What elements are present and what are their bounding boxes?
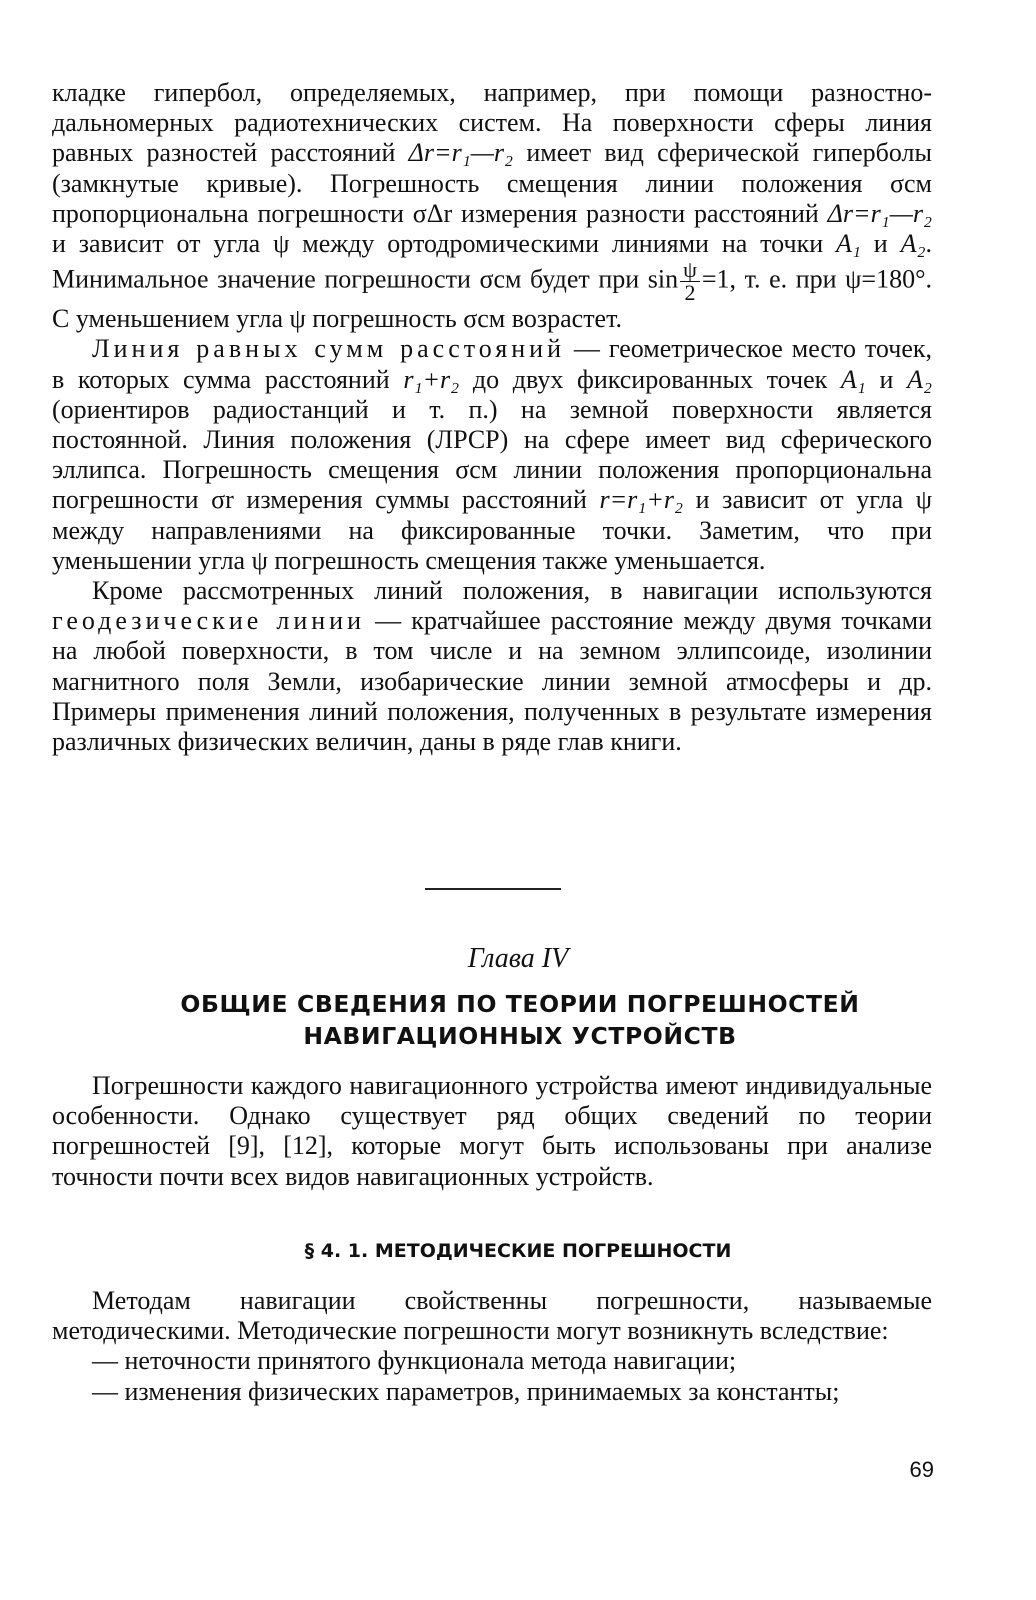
fraction-psi-over-2 [680,259,700,304]
p1-text-j: =1, т. е. при ψ=180°. С уменьшением угла ψ погрешность σсм возрастет. [52,264,932,334]
intro-paragraph: Погрешности каждого навигационного устройства имеют индивидуальные особенности. Однако существует ряд общих сведений по теории погрешностей [9], [12], которые могут быть использованы при анализе точности почти всех видов навигационных устройств. [52,1071,932,1191]
p1-text-e: и зависит от угла ψ между ортодромическими линиями на точки [52,229,836,259]
chapter-title-line-2: НАВИГАЦИОННЫХ УСТРОЙСТВ [303,1022,737,1050]
symbol-a1-b: A₁ [840,364,866,394]
section-title: § 4. 1. МЕТОДИЧЕСКИЕ ПОГРЕШНОСТИ [304,1240,732,1262]
list-item-2: — изменения физических параметров, принимаемых за константы; [92,1376,840,1406]
paragraph-1 [52,78,932,334]
p2-text-i: и зависит от угла ψ между направлениями на фиксированные точки. Заметим, что при уменьшении угла ψ погрешность смещения также уменьшается. [52,485,933,575]
symbol-a2: A₂ [900,229,926,259]
p1-text-g: и [860,229,901,259]
p1-text-a: кладке гипербол, определяемых, например, при помощи разностно-дальномерных радиотехнических систем. На поверхности сферы линия равных разностей расстояний [52,78,932,168]
p3-text-b: — кратчайшее расстояние между двумя точками на любой поверхности, в том числе и на земном эллипсоиде, изолинии магнитного поля Земли, изобарические линии земной атмосферы и др. Примеры применения линий положения, полученных в результате измерения различных физических величин, даны в ряде глав книги. [52,606,933,757]
paragraph-2 [52,334,932,576]
section-body [52,1286,932,1407]
chapter-label: Глава IV [467,943,569,974]
separator-rule [425,888,561,890]
chapter-title [80,988,960,1052]
text-block-1 [52,78,932,757]
symbol-a1: A₁ [836,229,861,259]
fraction-denominator: 2 [684,280,696,306]
p1-text-c: имеет вид сферической гиперболы (замкнутые кривые). Погрешность смещения линии положения σсм пропорциональна погрешности σΔr измерения разности расстояний [52,138,932,228]
p2-text-a: — геометрическое место точек, в которых сумма расстояний [52,334,932,394]
term-geodesic-lines: геодезические линии [52,606,366,636]
formula-r-sum: r=r₁+r₂ [599,485,684,515]
page-number: 69 [909,1457,934,1482]
intro-block [52,1071,932,1192]
fraction-numerator: ψ [680,259,700,282]
p1-text-i: . Минимальное значение погрешности σсм будет при sin [52,229,932,294]
p2-text-c: до двух фиксированных точек [459,364,841,394]
term-equal-sum-line: Линия равных сумм расстояний [92,334,565,364]
chapter-title-line-1: ОБЩИЕ СВЕДЕНИЯ ПО ТЕОРИИ ПОГРЕШНОСТЕЙ [180,990,860,1018]
p2-text-g: (ориентиров радиостанций и т. п.) на земной поверхности является постоянной. Линия положения (ЛРСР) на сфере имеет вид сферического эллипса. Погрешность смещения σсм линии положения пропорциональна погрешности σr измерения суммы расстояний [52,394,932,515]
section-paragraph-1: Методам навигации свойственны погрешности, называемые методическими. Методические погрешности могут возникнуть вследствие: [52,1286,932,1346]
list-item-1: — неточности принятого функционала метода навигации; [92,1346,737,1376]
p2-text-e: и [865,364,908,394]
p3-text-a: Кроме рассмотренных линий положения, в навигации используются [92,576,932,606]
paragraph-3 [52,576,932,757]
formula-delta-r: Δr=r₁—r₂ [408,138,514,168]
formula-delta-r-2: Δr=r₁—r₂ [827,198,932,228]
formula-r1-plus-r2: r₁+r₂ [403,364,460,394]
symbol-a2-b: A₂ [907,364,932,394]
